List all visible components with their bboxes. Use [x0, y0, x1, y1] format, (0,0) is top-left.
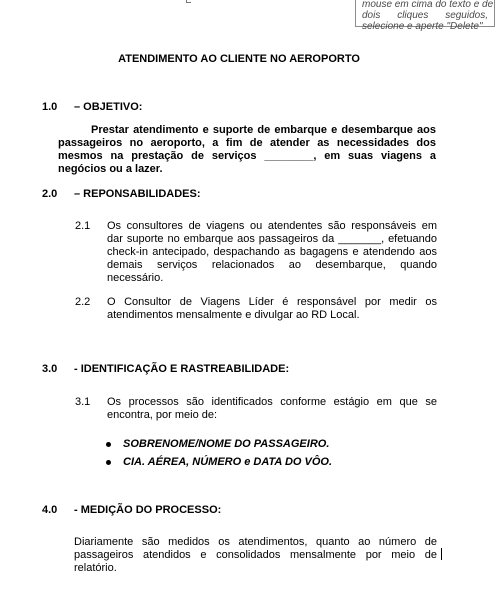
document-title: ATENDIMENTO AO CLIENTE NO AEROPORTO [118, 53, 360, 65]
section-4-number: 4.0 [42, 504, 58, 516]
note-word: cliques [397, 10, 429, 21]
text-cursor [441, 548, 442, 560]
paragraph-line: mesmos na prestação de serviços ________, em suas viagens a [58, 150, 436, 162]
item-2-2-paragraph [107, 296, 437, 322]
paragraph-line: encontra, por meio de: [107, 409, 218, 421]
paragraph-line: demais serviços relacionados ao desembarque, quando [107, 259, 437, 271]
item-2-1-number: 2.1 [75, 220, 91, 232]
note-line-3: selecione e aperte "Delete" [362, 21, 483, 32]
paragraph-line: relatório. [74, 562, 117, 574]
paragraph-line: check-in antecipado, despachando as bagagens e atendendo aos [107, 246, 437, 258]
item-2-1-paragraph [107, 220, 437, 285]
bullet-item [106, 456, 332, 468]
paragraph-line: dar suporte no embarque aos passageiros da _______, efetuando [107, 233, 437, 245]
paragraph-line: necessário. [107, 272, 164, 284]
page-corner-mark [186, 0, 191, 3]
section-1-number: 1.0 [42, 101, 58, 113]
bullet-item [106, 438, 329, 450]
section-2-title: – REPONSABILIDADES: [74, 188, 201, 200]
item-3-1-number: 3.1 [75, 396, 91, 408]
paragraph-line: Os processos são identificados conforme estágio em que se [107, 396, 437, 408]
paragraph-line: O Consultor de Viagens Líder é responsável por medir os [107, 296, 437, 308]
section-1-title: – OBJETIVO: [74, 101, 143, 113]
section-2-number: 2.0 [42, 188, 58, 200]
paragraph-line: negócios ou a lazer. [58, 163, 163, 175]
paragraph-line: atendimentos mensalmente e divulgar ao RD Local. [107, 309, 360, 321]
note-line-2 [362, 10, 488, 21]
bullet-text: CIA. AÉREA, NÚMERO e DATA DO VÔO. [123, 456, 333, 468]
bullet-text: SOBRENOME/NOME DO PASSAGEIRO. [123, 438, 330, 450]
instruction-note-box [355, 0, 495, 32]
note-word: seguidos, [445, 10, 488, 21]
paragraph-line: passageiros no aeroporto, a fim de atender as necessidades dos [58, 137, 436, 149]
bullet-icon [106, 442, 111, 447]
item-3-1-paragraph [107, 396, 437, 422]
section-4-paragraph [74, 536, 437, 575]
note-word: dois [362, 10, 381, 21]
bullet-icon [106, 460, 111, 465]
note-line-1: mouse em cima do texto e de [362, 0, 494, 10]
section-4-title: - MEDIÇÃO DO PROCESSO: [74, 504, 222, 516]
paragraph-line: Diariamente são medidos os atendimentos, quanto ao número de [74, 536, 437, 548]
section-1-paragraph [58, 124, 436, 176]
paragraph-line: Prestar atendimento e suporte de embarque e desembarque aos [91, 124, 436, 136]
section-3-title: - IDENTIFICAÇÃO E RASTREABILIDADE: [74, 363, 290, 375]
paragraph-line: passageiros atendidos e consolidados mensalmente por meio de [74, 549, 437, 561]
section-3-number: 3.0 [42, 363, 58, 375]
paragraph-line: Os consultores de viagens ou atendentes são responsáveis em [107, 220, 437, 232]
item-2-2-number: 2.2 [75, 296, 91, 308]
